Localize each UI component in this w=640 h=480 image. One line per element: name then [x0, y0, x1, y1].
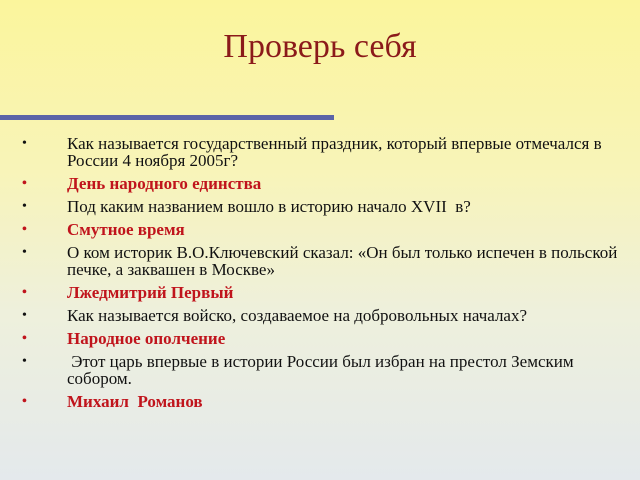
- bullet-icon: •: [22, 285, 27, 300]
- answer-text: Смутное время: [67, 220, 185, 239]
- bullet-icon: •: [22, 176, 27, 191]
- answer-text: День народного единства: [67, 174, 262, 193]
- answer-text: Лжедмитрий Первый: [67, 283, 234, 302]
- bullet-icon: •: [22, 308, 27, 323]
- question-text: Как называется войско, создаваемое на добровольных началах?: [67, 306, 528, 325]
- title-divider: [0, 115, 334, 120]
- list-item: [0, 307, 640, 324]
- answer-text: Народное ополчение: [67, 329, 226, 348]
- list-item: [0, 353, 640, 387]
- list-item: [0, 244, 640, 278]
- bullet-icon: •: [22, 394, 27, 409]
- bullet-icon: •: [22, 354, 27, 369]
- list-item: [0, 330, 640, 347]
- list-item: [0, 175, 640, 192]
- slide-title: Проверь себя: [223, 28, 417, 65]
- list-item: [0, 135, 640, 169]
- bullet-icon: •: [22, 222, 27, 237]
- question-text: Под каким названием вошло в историю начало XVII в?: [67, 197, 471, 216]
- bullet-icon: •: [22, 245, 27, 260]
- list-item: [0, 221, 640, 238]
- question-text: Как называется государственный праздник, который впервые отмечался в России 4 ноября 2005г?: [67, 134, 606, 170]
- answer-text: Михаил Романов: [67, 392, 203, 411]
- list-item: [0, 198, 640, 215]
- list-item: [0, 284, 640, 301]
- question-text: Этот царь впервые в истории России был избран на престол Земским собором.: [67, 352, 578, 388]
- question-list: [0, 135, 640, 416]
- bullet-icon: •: [22, 136, 27, 151]
- list-item: [0, 393, 640, 410]
- bullet-icon: •: [22, 331, 27, 346]
- bullet-icon: •: [22, 199, 27, 214]
- question-text: О ком историк В.О.Ключевский сказал: «Он был только испечен в польской печке, а заквашен в Москве»: [67, 243, 618, 279]
